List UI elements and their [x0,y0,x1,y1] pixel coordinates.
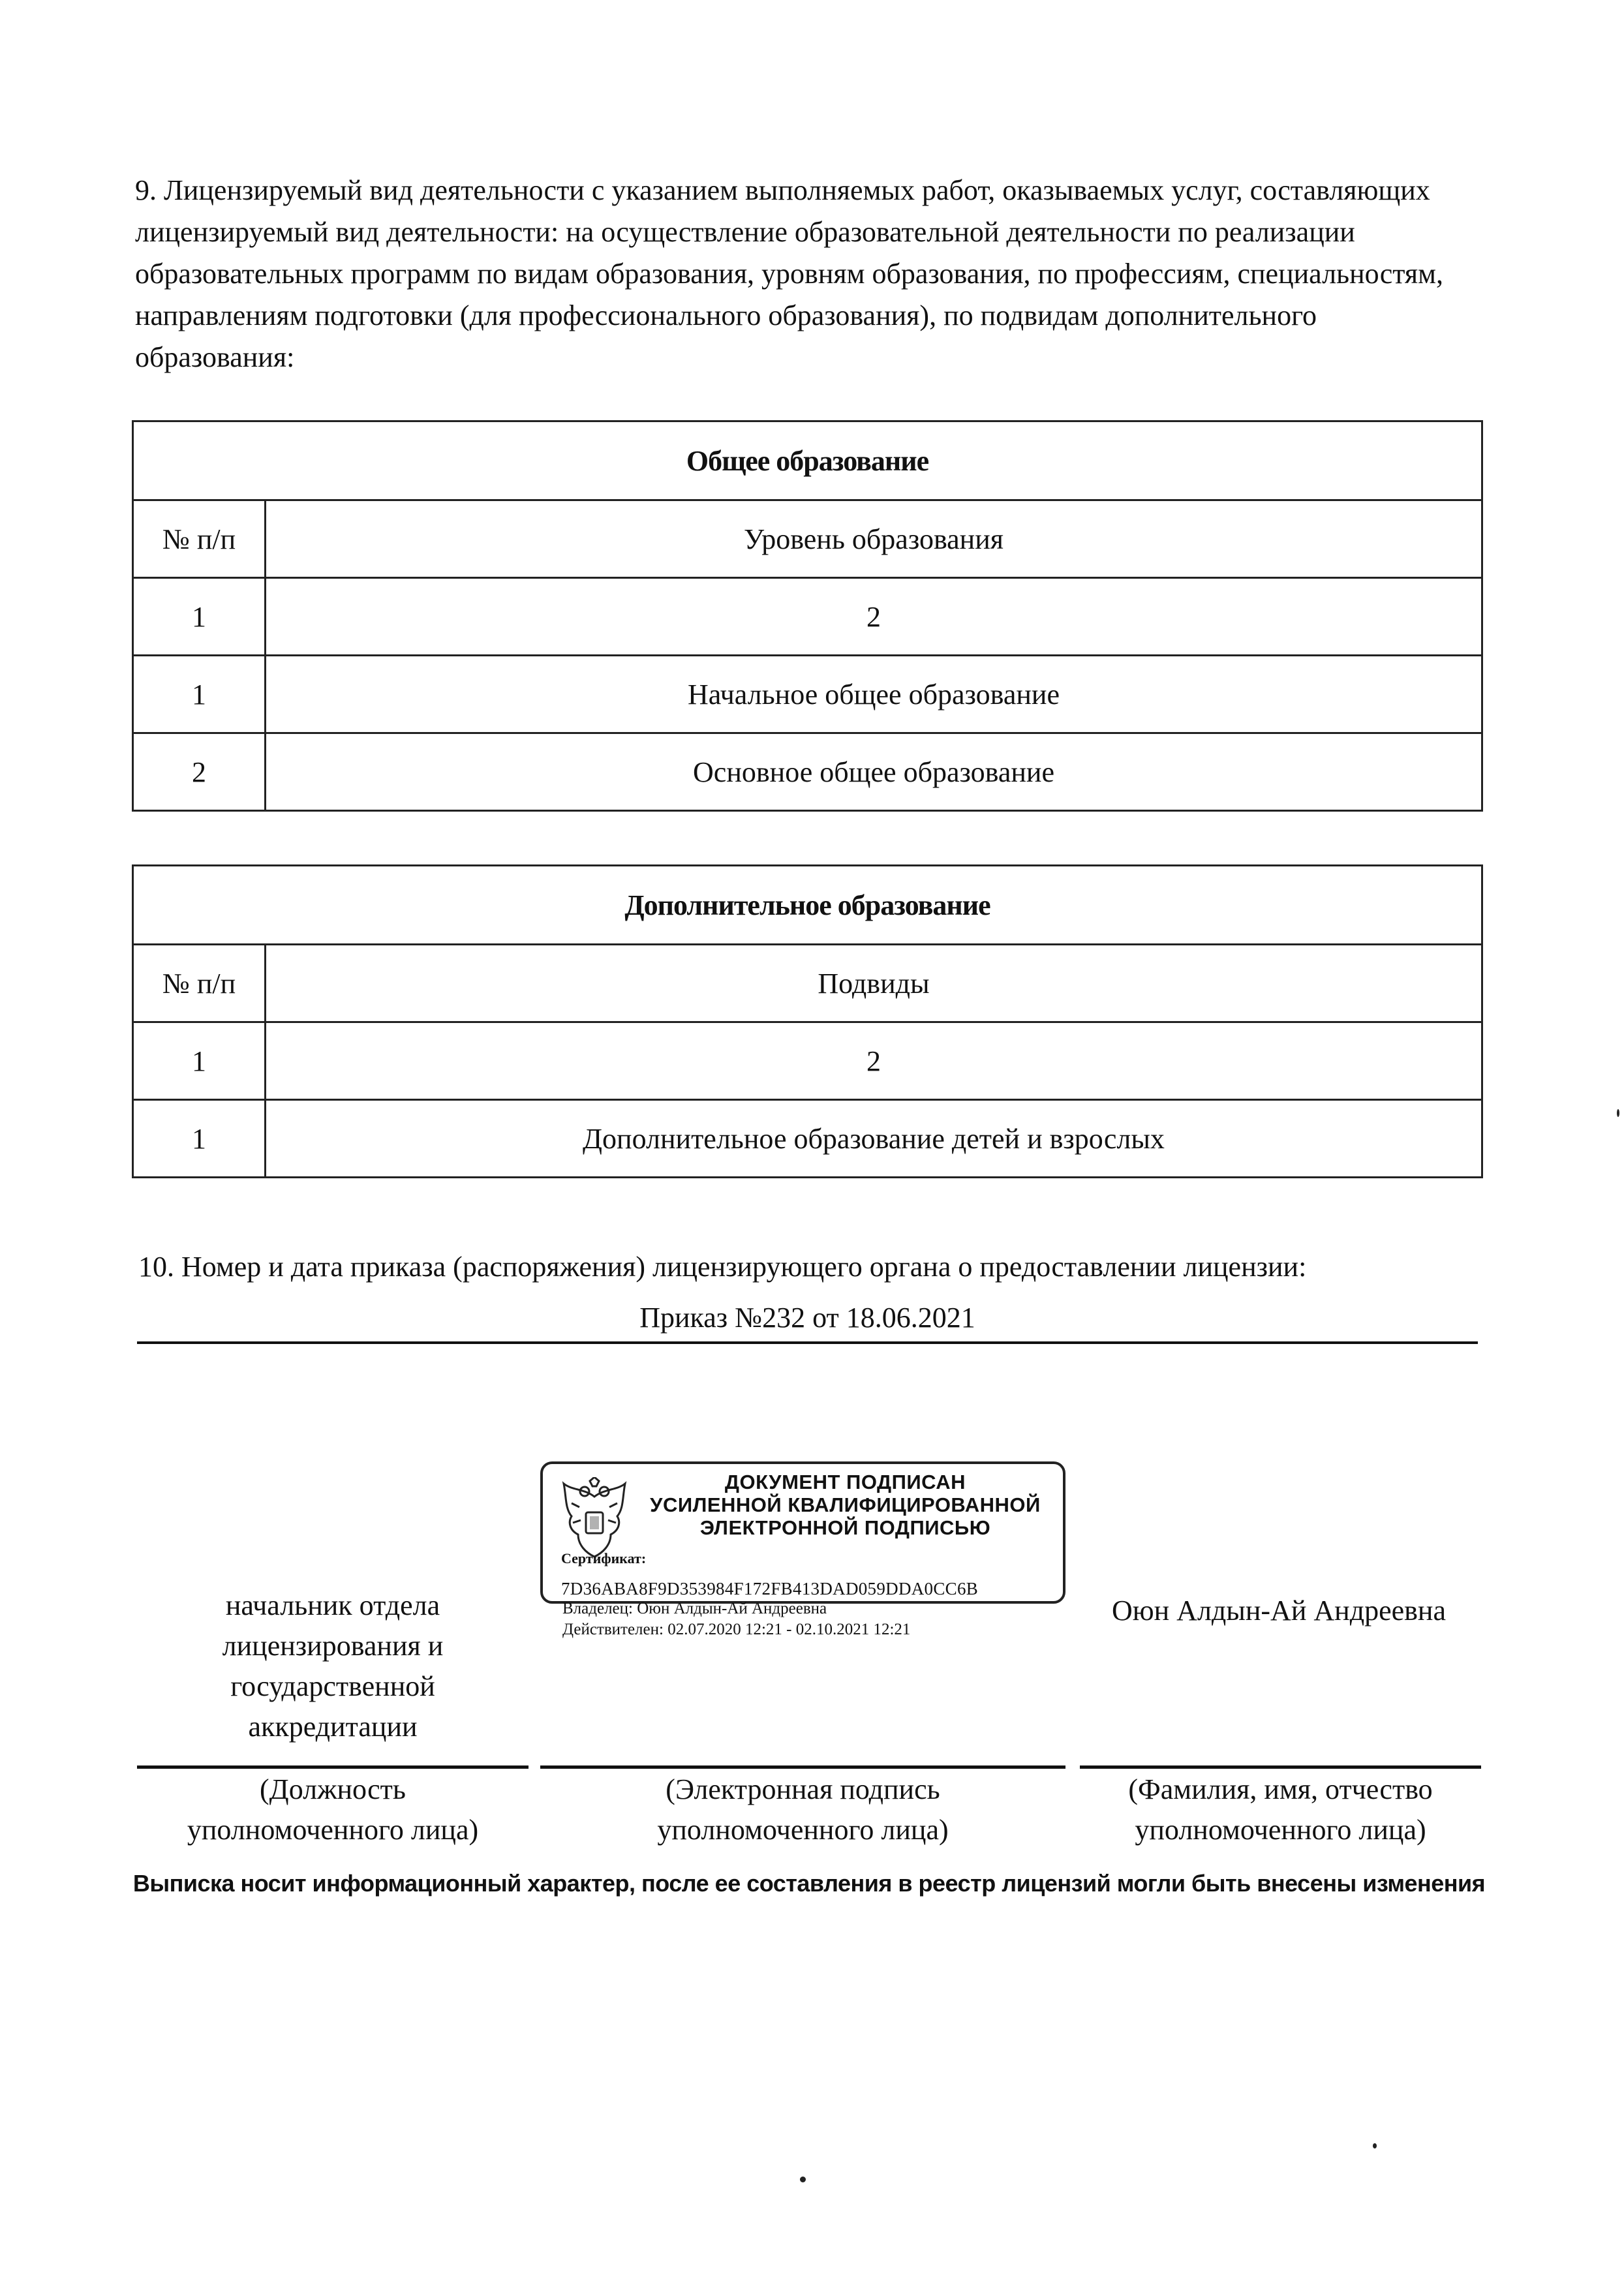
table-title-row [133,866,1482,945]
header-subtype: Подвиды [266,945,1482,1022]
table-header-row [133,500,1482,578]
certificate-owner: Владелец: Оюн Алдын-Ай Андреевна [562,1600,827,1617]
header-num: № п/п [133,945,266,1022]
caption-line: уполномоченного лица) [187,1814,479,1846]
name-signature-line [1080,1765,1481,1769]
caption-line: (Фамилия, имя, отчество [1128,1773,1433,1805]
order-underline [137,1341,1478,1344]
header-num: № п/п [133,500,266,578]
caption-line: (Электронная подпись [666,1773,940,1805]
stamp-heading-line: УСИЛЕННОЙ КВАЛИФИЦИРОВАННОЙ [650,1493,1041,1516]
signatory-position [137,1585,529,1747]
order-reference: Приказ №232 от 18.06.2021 [639,1302,975,1334]
signature-caption [540,1769,1065,1850]
stamp-heading-line: ДОКУМЕНТ ПОДПИСАН [724,1471,966,1493]
scan-speck [800,2177,806,2182]
certificate-validity: Действителен: 02.07.2020 12:21 - 02.10.2021 12:21 [562,1621,911,1638]
column-number-row [133,1022,1482,1100]
section-9-text: 9. Лицензируемый вид деятельности с указанием выполняемых работ, оказываемых услуг, составляющих лицензируемый вид деятельности: на осуществление образовательной деятельности по реализации образовательных программ по видам образования, уровням образования, по профессиям, специальностям, направлениям подготовки (для профессионального образования), по подвидам дополнительного образования: [135,174,1444,373]
section-10-text: 10. Номер и дата приказа (распоряжения) лицензирующего органа о предоставлении лицензии: [138,1251,1307,1283]
row-value: Начальное общее образование [266,656,1482,733]
column-number: 1 [133,578,266,656]
position-signature-line [137,1765,529,1769]
stamp-heading [634,1471,1056,1539]
position-caption [137,1769,529,1850]
scan-speck [1617,1109,1619,1117]
table-row [133,656,1482,733]
certificate-label: Сертификат: [561,1550,647,1566]
caption-line: уполномоченного лица) [657,1814,949,1846]
column-number-row [133,578,1482,656]
footer-note: Выписка носит информационный характер, после ее составления в реестр лицензий могли быть внесены изменения [132,1870,1486,1897]
row-num: 2 [133,733,266,811]
caption-line: уполномоченного лица) [1135,1814,1426,1846]
table-row [133,733,1482,811]
scan-speck [1373,2143,1377,2148]
signatory-full-name: Оюн Алдын-Ай Андреевна [1111,1595,1446,1627]
stamp-heading-line: ЭЛЕКТРОННОЙ ПОДПИСЬЮ [699,1516,991,1539]
row-value: Основное общее образование [266,733,1482,811]
position-line: аккредитации [248,1711,418,1743]
position-line: лицензирования и [222,1630,444,1662]
row-value: Дополнительное образование детей и взрослых [266,1100,1482,1178]
caption-line: (Должность [260,1773,406,1805]
additional-education-title: Дополнительное образование [133,866,1482,945]
general-education-table [132,420,1483,812]
electronic-signature-stamp [540,1461,1065,1604]
additional-education-table [132,864,1483,1178]
column-number: 2 [266,578,1482,656]
electronic-signature-line [540,1765,1065,1769]
column-number: 1 [133,1022,266,1100]
header-level: Уровень образования [266,500,1482,578]
name-caption [1080,1769,1481,1850]
table-header-row [133,945,1482,1022]
table-title-row [133,421,1482,500]
certificate-number: 7D36ABA8F9D353984F172FB413DAD059DDA0CC6B [561,1579,979,1598]
row-num: 1 [133,1100,266,1178]
row-num: 1 [133,656,266,733]
coat-of-arms-icon [559,1477,630,1562]
table-row [133,1100,1482,1178]
column-number: 2 [266,1022,1482,1100]
position-line: государственной [230,1670,435,1702]
position-line: начальник отдела [225,1589,440,1621]
general-education-title: Общее образование [133,421,1482,500]
